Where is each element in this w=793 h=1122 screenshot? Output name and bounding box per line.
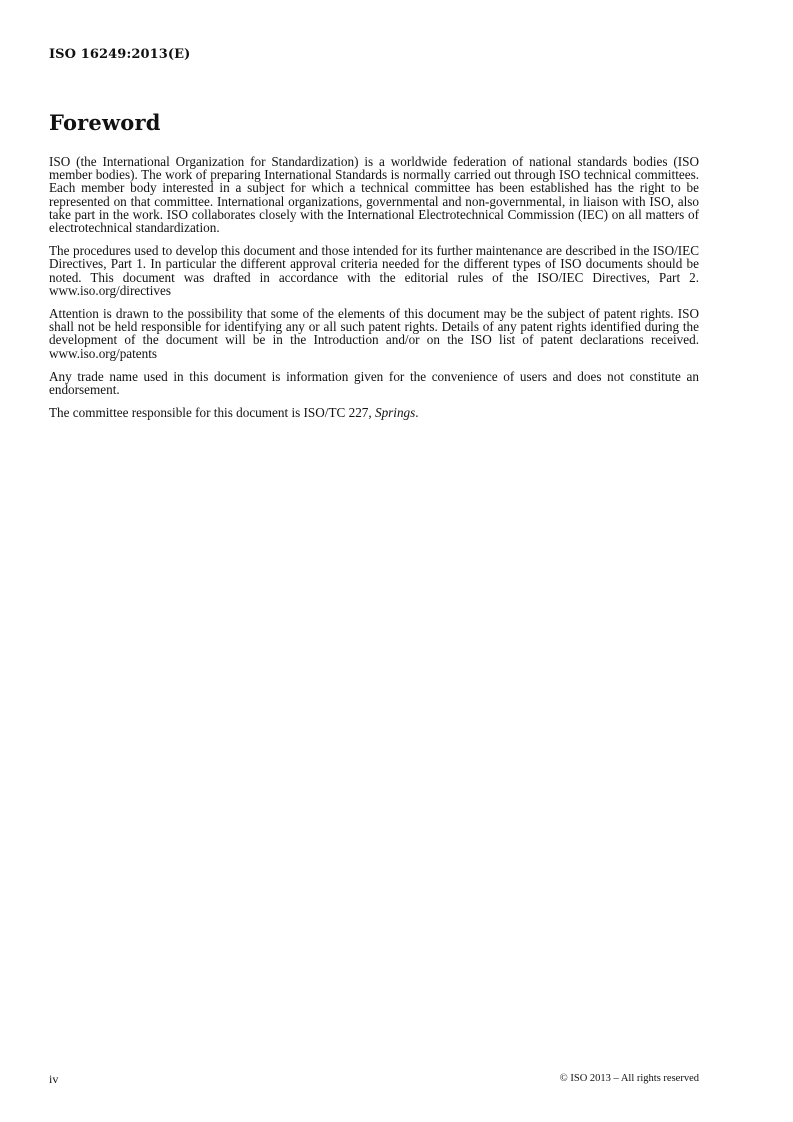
committee-prefix: The committee responsible for this document is ISO/TC 227, — [49, 405, 375, 421]
committee-name: Springs — [374, 405, 416, 421]
paragraph-iso-overview: ISO (the International Organization for Standardization) is a worldwide federation of national standards bodies (ISO member bodies). The work of preparing International Standards is normally carried out through ISO technical committees. Each member body interested in a subject for which a technical committee has been established has the right to be represented on that committee. International organizations, governmental and non-governmental, in liaison with ISO, also take part in the work. ISO collaborates closely with the International Electrotechnical Commission (IEC) on all matters of electrotechnical standardization. — [49, 154, 699, 236]
paragraph-patent-rights: Attention is drawn to the possibility that some of the elements of this document may be the subject of patent rights. ISO shall not be held responsible for identifying any or all such patent rights. Details of any patent rights identified during the development of the document will be in the Introduction and/or on the ISO list of patent declarations received. www.iso.org/patents — [49, 306, 699, 361]
paragraph-procedures: The procedures used to develop this document and those intended for its further maintenance are described in the ISO/IEC Directives, Part 1. In particular the different approval criteria needed for the different types of ISO documents should be noted. This document was drafted in accordance with the editorial rules of the ISO/IEC Directives, Part 2. www.iso.org/directives — [49, 243, 699, 298]
section-title: Foreword — [49, 110, 161, 135]
committee-suffix: . — [415, 405, 419, 421]
paragraph-trade-name: Any trade name used in this document is information given for the convenience of users and does not constitute an endorsement. — [49, 368, 699, 398]
copyright-notice: © ISO 2013 – All rights reserved — [559, 1073, 699, 1084]
document-id: ISO 16249:2013(E) — [49, 47, 191, 62]
paragraph-committee — [49, 406, 699, 419]
page-number: iv — [49, 1072, 59, 1086]
foreword-body — [49, 155, 699, 429]
